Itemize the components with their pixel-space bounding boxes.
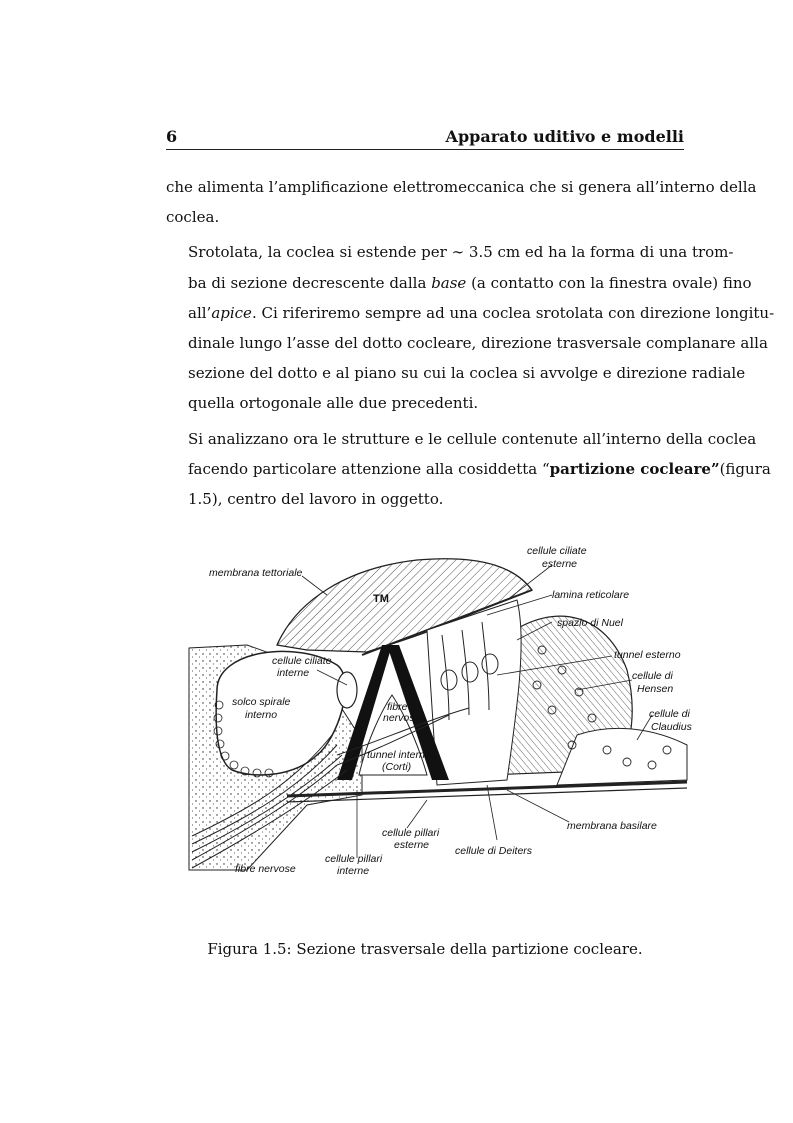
text-line [166,298,775,328]
text-line [166,268,752,298]
label-tunnel-esterno: tunnel esterno [614,649,681,661]
paragraph-2 [166,237,775,418]
label-cellule-pillari-esterne-1: cellule pillari [382,827,440,839]
text-line [166,454,771,484]
label-lamina-reticolare: lamina reticolare [552,589,630,601]
label-cellule-di-hensen-2: Hensen [637,683,674,695]
paragraph-1 [166,172,757,232]
label-cellule-di-hensen-1: cellule di [632,670,673,682]
label-cellule-di-deiters: cellule di Deiters [455,845,533,857]
label-cellule-pillari-interne-1: cellule pillari [325,853,383,865]
label-cellule-ciliate-interne-1: cellule ciliate [272,655,332,667]
label-cellule-ciliate-esterne-1: cellule ciliate [527,545,587,557]
inner-hair-cell [337,672,357,708]
text-line: sezione del dotto e al piano su cui la coclea si avvolge e direzione radiale [188,364,746,383]
label-cellule-ciliate-esterne-2: esterne [542,558,578,570]
label-cellule-di-claudius-2: Claudius [651,721,692,733]
text-line: coclea. [166,208,220,227]
emphasis-apice: apice [211,303,252,322]
label-spazio-di-nuel: spazio di Nuel [557,617,623,629]
cochlear-partition-figure [187,540,692,885]
label-tunnel-interno: tunnel interno [367,749,431,761]
label-nervose: nervose [383,712,421,724]
text-line: dinale lungo l’asse del dotto cocleare, direzione trasversale complanare alla [188,334,768,353]
text-line: quella ortogonale alle due precedenti. [188,394,479,413]
label-fibre-nervose: fibre nervose [235,863,296,875]
figure-caption: Figura 1.5: Sezione trasversale della partizione cocleare. [207,940,643,958]
running-header [166,127,684,150]
organ-of-corti-outer [427,600,521,785]
label-membrana-tettoriale: membrana tettoriale [209,567,303,579]
label-cellule-pillari-esterne-2: esterne [394,839,430,851]
label-corti: (Corti) [382,761,412,773]
text-run: (a contatto con la finestra ovale) fino [466,273,752,292]
paragraph-3 [166,424,771,515]
label-cellule-ciliate-interne-2: interne [277,667,310,679]
text-line: che alimenta l’amplificazione elettromeccanica che si genera all’interno della [166,178,757,196]
label-fibre: fibre [387,701,408,713]
text-run: facendo particolare attenzione alla cosiddetta “ [188,459,550,478]
strong-partizione-cocleare: partizione cocleare” [549,459,720,478]
page-number: 6 [166,127,178,146]
text-line: 1.5), centro del lavoro in oggetto. [188,490,444,509]
text-line: Si analizzano ora le strutture e le cellule contenute all’interno della coclea [188,429,757,448]
claudius-cells [557,728,687,785]
chapter-title: Apparato uditivo e modelli [445,127,684,146]
text-line: Srotolata, la coclea si estende per ∼ 3.5 cm ed ha la forma di una trom- [188,243,734,262]
text-run: . Ci riferiremo sempre ad una coclea srotolata con direzione longitu- [251,303,775,322]
text-run: (figura [719,459,771,478]
label-solco-spirale-2: interno [245,709,278,721]
label-cellule-pillari-interne-2: interne [337,865,370,877]
label-tm: TM [373,593,389,605]
cochlea-diagram [187,540,692,885]
label-membrana-basilare: membrana basilare [567,820,657,832]
text-run: ba di sezione decrescente dalla [188,273,432,292]
label-solco-spirale-1: solco spirale [232,696,291,708]
body-text [166,172,775,519]
label-cellule-di-claudius-1: cellule di [649,708,690,720]
text-run: all’ [188,303,212,322]
emphasis-base: base [431,273,467,292]
